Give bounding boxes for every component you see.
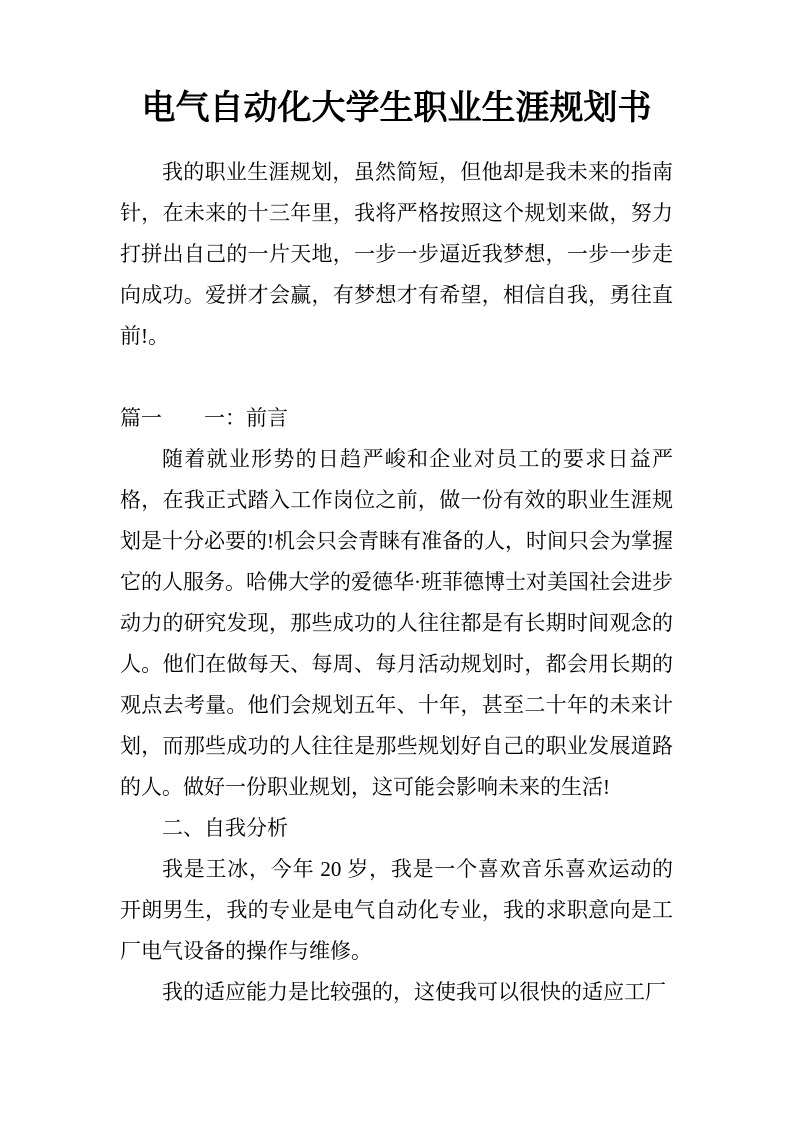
document-title: 电气自动化大学生职业生涯规划书 — [141, 90, 652, 127]
paragraph-foreword: 随着就业形势的日趋严峻和企业对员工的要求日益严格，在我正式踏入工作岗位之前，做一份有效的职业生涯规划是十分必要的!机会只会青睐有准备的人，时间只会为掌握它的人服务。哈佛大学的爱德华·班菲德博士对美国社会进步动力的研究发现，那些成功的人往往都是有长期时间观念的人。他们在做每天、每周、每月活动规划时，都会用长期的观点去考量。他们会规划五年、十年，甚至二十年的未来计划，而那些成功的人往往是那些规划好自己的职业发展道路的人。做好一份职业规划，这可能会影响未来的生活! — [120, 447, 673, 799]
section-heading-self-analysis: 二、自我分析 — [162, 816, 288, 840]
blank-line — [120, 357, 673, 398]
paragraph-intro: 我的职业生涯规划，虽然简短，但他却是我未来的指南针，在未来的十三年里，我将严格按照这个规划来做，努力打拼出自己的一片天地，一步一步逼近我梦想，一步一步走向成功。爱拼才会赢，有梦想才有希望，相信自我，勇往直前!。 — [120, 160, 673, 348]
section-heading-part-one-foreword: 篇一 一：前言 — [120, 406, 288, 430]
paragraph-adaptability: 我的适应能力是比较强的，这使我可以很快的适应工厂 — [162, 980, 666, 1004]
paragraph-self-introduction: 我是王冰，今年 20 岁，我是一个喜欢音乐喜欢运动的开朗男生，我的专业是电气自动化专业，我的求职意向是工厂电气设备的操作与维修。 — [120, 857, 673, 963]
